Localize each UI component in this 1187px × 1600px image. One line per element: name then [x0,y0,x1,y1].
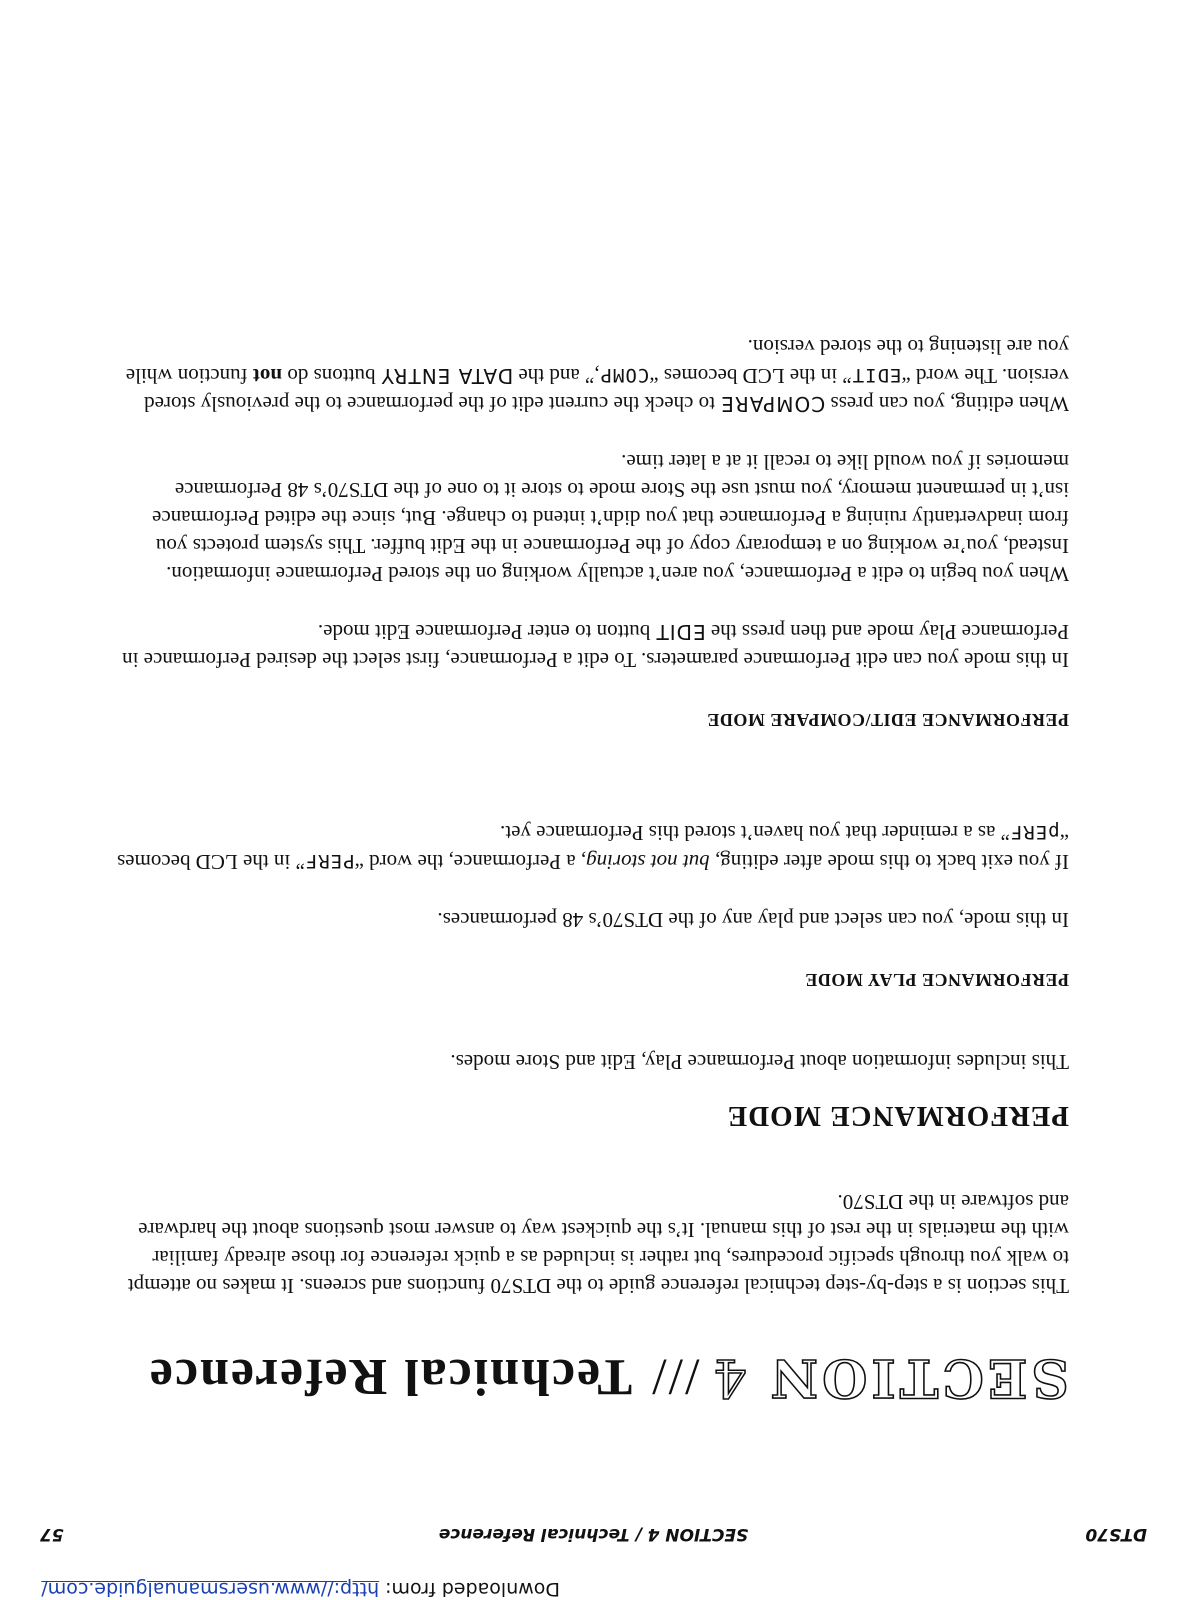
download-footer [0,1574,560,1600]
edit-mode-section [117,333,1069,734]
footer-source-link[interactable]: http://www.usersmanualguide.com/ [41,1578,380,1600]
play-mode-paragraph-2: If you exit back to this mode after editing, but not storing, a Performance, the word “PERF” in the LCD becomes “pERF” as a reminder that you haven’t stored this Performance yet. [117,821,1069,874]
data-entry-button-label: DATA ENTRY [380,364,514,388]
section-name: Technical Reference [147,1348,633,1405]
footer-label: Downloaded from: [379,1578,560,1600]
lcd-text-edit: EDIT [851,364,902,386]
edit-mode-heading: PERFORMANCE EDIT/COMPARE MODE [706,710,1069,730]
header-page-number: 57 [40,1524,64,1544]
edit-mode-paragraph-3: When editing, you can press COMPARE to check the current edit of the performance to the previously stored version. The word “EDIT” in the LCD becomes “COMP,” and the DATA ENTRY buttons do not function while you are listening to the stored version. [125,335,1069,416]
play-mode-section [117,818,1069,994]
intro-paragraph-block [117,1188,1069,1300]
running-header [0,1514,1187,1544]
lcd-text-perf: PERF [304,850,355,872]
header-model: DTS70 [1085,1524,1147,1544]
compare-button-label: COMPARE [720,392,826,416]
section-separator: /// [650,1348,700,1405]
intro-paragraph: This section is a step-by-step technical reference guide to the DTS70 functions and screens. It makes no attempt to walk you through specific procedures, but rather is included as a quick reference for those already familiar with the materials in the rest of this manual. It’s the quickest way to answer most questions about the hardware and software in the DTS70. [127,1190,1069,1298]
play-mode-heading: PERFORMANCE PLAY MODE [804,970,1069,990]
performance-mode-heading: PERFORMANCE MODE [726,1100,1069,1132]
lcd-text-comp: COMP [599,364,650,386]
performance-mode-intro: This includes information about Performance Play, Edit and Store modes. [450,1050,1069,1074]
play-mode-paragraph-1: In this mode, you can select and play any of the DTS70’s 48 performances. [437,908,1069,932]
lcd-text-perf-edited: pERF [1009,821,1060,843]
edit-mode-paragraph-2: When you begin to edit a Performance, you aren’t actually working on the stored Performance information. Instead, you’re working on a temporary copy of the Performance in the Edit buffer. This system protects you from inadvertantly ruining a Performance that you didn’t intend to change. But, since the edited Performance isn’t in permanent memory, you must use the Store mode to store it to one of the DTS70’s 48 Performance memories if you would like to recall it at a later time. [152,450,1069,586]
section-title [109,1347,1069,1408]
header-section: SECTION 4 / Technical Reference [438,1524,749,1544]
section-word: SECTION [766,1347,1069,1408]
performance-mode-section [117,1048,1069,1130]
section-number: 4 [709,1347,747,1407]
edit-button-label: EDIT [655,620,706,644]
edit-mode-paragraph-1: In this mode you can edit Performance parameters. To edit a Performance, first select the desired Performance in Performance Play mode and then press the EDIT button to enter Performance Edit mode. [122,620,1069,672]
